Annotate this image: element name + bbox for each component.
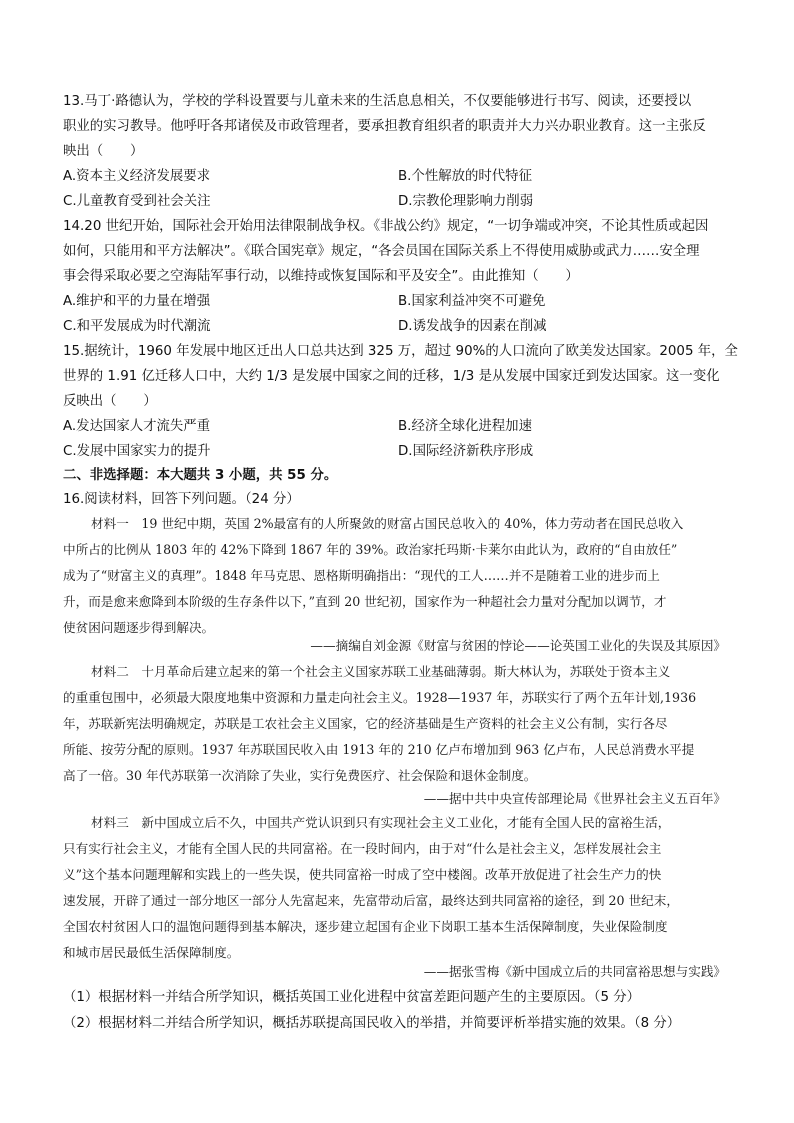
q16-subquestion-1: （1）根据材料一并结合所学知识，概括英国工业化进程中贫富差距问题产生的主要原因。（5 分） xyxy=(63,990,640,1005)
q15-option-b: B.经济全球化进程加速 xyxy=(398,419,532,434)
material-1-line-2: 中所占的比例从 1803 年的 42%下降到 1867 年的 39%。政治家托玛斯·卡莱尔由此认为，政府的“自由放任” xyxy=(63,542,678,557)
material-2-line-1: 材料二 十月革命后建立起来的第一个社会主义国家苏联工业基础薄弱。斯大林认为，苏联处于资本主义 xyxy=(91,664,671,679)
q13-option-b: B.个性解放的时代特征 xyxy=(398,169,532,184)
material-3-line-4: 速发展，开辟了通过一部分地区一部分人先富起来，先富带动后富，最终达到共同富裕的途径，到 20 世纪末， xyxy=(63,893,679,908)
q14-option-c: C.和平发展成为时代潮流 xyxy=(63,319,211,334)
q13-option-a: A.资本主义经济发展要求 xyxy=(63,169,211,184)
q15-stem-line-3: 反映出（ ） xyxy=(63,394,157,409)
q13-stem-line-3: 映出（ ） xyxy=(63,144,144,159)
material-3-line-5: 全国农村贫困人口的温饱问题得到基本解决，逐步建立起国有企业下岗职工基本生活保障制度，失业保险制度 xyxy=(63,919,668,934)
material-1-source: ——摘编自刘金源《财富与贫困的悖论——论英国工业化的失误及其原因》 xyxy=(310,638,726,653)
q14-option-b: B.国家利益冲突不可避免 xyxy=(398,294,546,309)
material-2-source: ——据中共中央宣传部理论局《世界社会主义五百年》 xyxy=(423,791,726,806)
q15-option-d: D.国际经济新秩序形成 xyxy=(398,444,534,459)
q13-option-d: D.宗教伦理影响力削弱 xyxy=(398,194,534,209)
q14-stem-line-2: 如何，只能用和平方法解决”。《联合国宪章》规定，“各会员国在国际关系上不得使用威胁或武力……安全理 xyxy=(63,244,700,259)
q14-stem-line-1: 14.20 世纪开始，国际社会开始用法律限制战争权。《非战公约》规定，“一切争端或冲突，不论其性质或起因 xyxy=(63,219,709,234)
material-3-line-6: 和城市居民最低生活保障制度。 xyxy=(63,945,240,960)
material-1-line-3: 成为了“财富主义的真理”。1848 年马克思、恩格斯明确指出：“现代的工人……并不是随着工业的进步而上 xyxy=(63,568,660,583)
q13-option-c: C.儿童教育受到社会关注 xyxy=(63,194,211,209)
q14-option-a: A.维护和平的力量在增强 xyxy=(63,294,211,309)
material-1-line-1: 材料一 19 世纪中期，英国 2%最富有的人所聚敛的财富占国民总收入的 40%，体力劳动者在国民总收入 xyxy=(91,516,684,531)
material-2-line-5: 高了一倍。30 年代苏联第一次消除了失业，实行免费医疗、社会保险和退休金制度。 xyxy=(63,768,537,783)
q16-subquestion-2: （2）根据材料二并结合所学知识，概括苏联提高国民收入的举措，并简要评析举措实施的效果。（8 分） xyxy=(63,1016,681,1031)
q15-option-a: A.发达国家人才流失严重 xyxy=(63,419,211,434)
material-3-source: ——据张雪梅《新中国成立后的共同富裕思想与实践》 xyxy=(423,964,726,979)
q13-stem-line-1: 13.马丁·路德认为，学校的学科设置要与儿童未来的生活息息相关，不仅要能够进行书写、阅读，还要授以 xyxy=(63,94,692,109)
material-3-line-1: 材料三 新中国成立后不久，中国共产党认识到只有实现社会主义工业化，才能有全国人民的富裕生活， xyxy=(91,815,671,830)
material-2-line-3: 年，苏联新宪法明确规定，苏联是工农社会主义国家，它的经济基础是生产资料的社会主义公有制，实行各尽 xyxy=(63,716,668,731)
q15-stem-line-2: 世界的 1.91 亿迁移人口中，大约 1/3 是发展中国家之间的迁移，1/3 是从发展中国家迁到发达国家。这一变化 xyxy=(63,369,720,384)
q14-stem-line-3: 事会得采取必要之空海陆军事行动，以维持或恢复国际和平及安全”。由此推知（ ） xyxy=(63,269,579,284)
material-1-line-5: 使贫困问题逐步得到解决。 xyxy=(63,620,215,635)
q13-stem-line-2: 职业的实习教导。他呼吁各邦诸侯及市政管理者，要承担教育组织者的职责并大力兴办职业教育。这一主张反 xyxy=(63,119,706,134)
material-2-line-4: 所能、按劳分配的原则。1937 年苏联国民收入由 1913 年的 210 亿卢布增加到 963 亿卢布，人民总消费水平提 xyxy=(63,742,695,757)
q14-option-d: D.诱发战争的因素在削减 xyxy=(398,319,547,334)
material-1-line-4: 升，而是愈来愈降到本阶级的生存条件以下，”直到 20 世纪初，国家作为一种超社会力量对分配加以调节，才 xyxy=(63,594,667,609)
material-3-line-2: 只有实行社会主义，才能有全国人民的共同富裕。在一段时间内，由于对“什么是社会主义，怎样发展社会主 xyxy=(63,841,662,856)
q16-intro: 16.阅读材料，回答下列问题。（24 分） xyxy=(63,492,300,507)
material-2-line-2: 的重重包围中，必须最大限度地集中资源和力量走向社会主义。1928—1937 年，苏联实行了两个五年计划,1936 xyxy=(63,690,697,705)
q15-stem-line-1: 15.据统计，1960 年发展中地区迁出人口总共达到 325 万，超过 90%的人口流向了欧美发达国家。2005 年，全 xyxy=(63,344,738,359)
q15-option-c: C.发展中国家实力的提升 xyxy=(63,444,211,459)
section-2-title: 二、非选择题：本大题共 3 小题，共 55 分。 xyxy=(63,468,338,483)
material-3-line-3: 义”这个基本问题理解和实践上的一些失误，使共同富裕一时成了空中楼阁。改革开放促进了社会生产力的快 xyxy=(63,867,662,882)
